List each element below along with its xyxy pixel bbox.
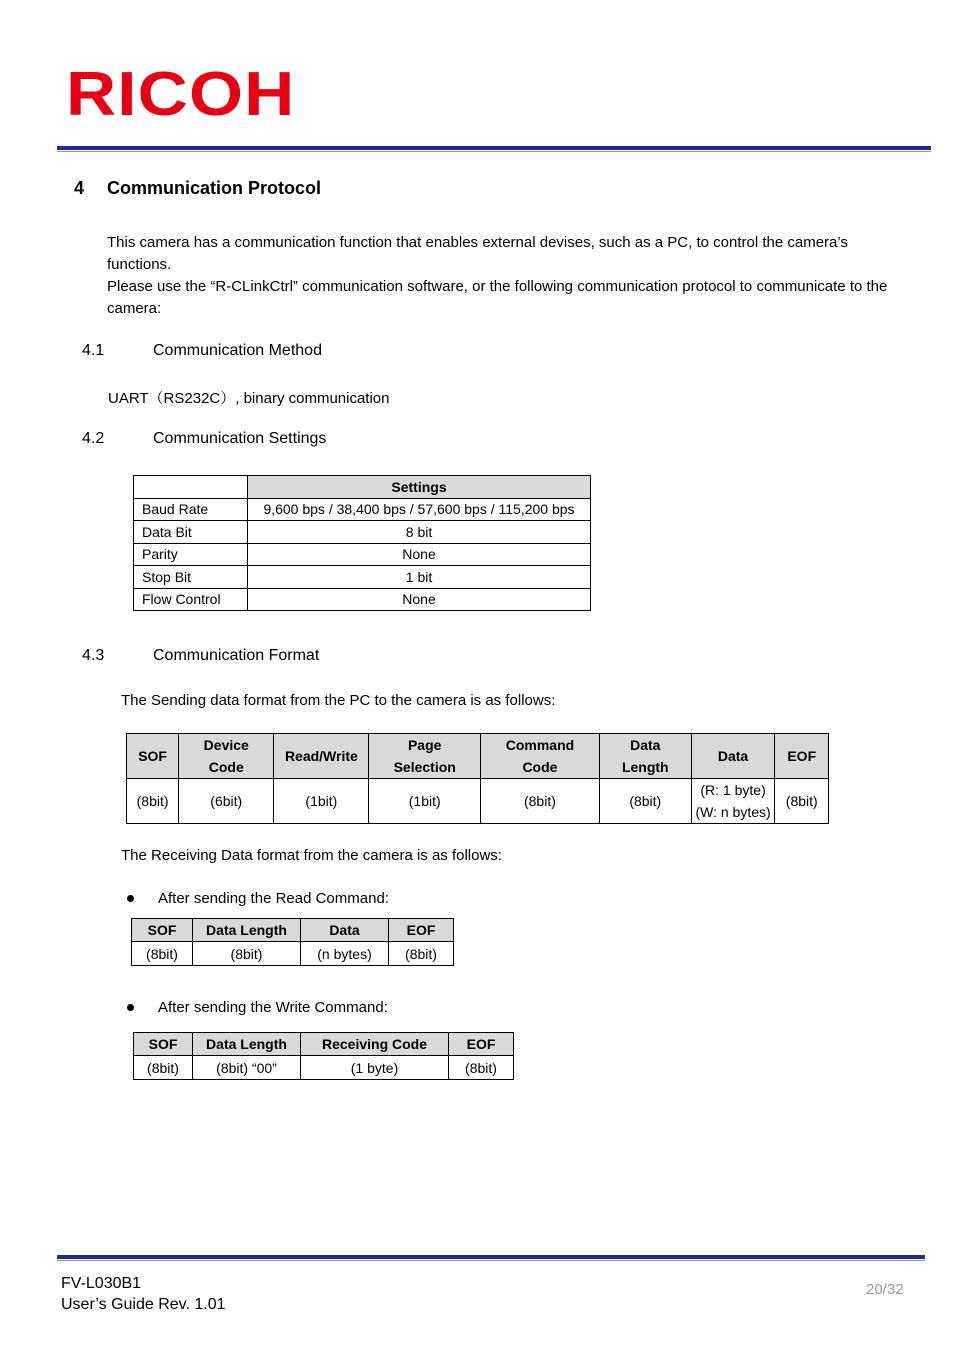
table-row [127,779,829,824]
column-header: Receiving Code [301,1033,449,1056]
table-header-row [127,734,829,779]
settings-header: Settings [248,476,591,499]
column-header: Data [301,919,389,942]
settings-table [133,475,591,611]
subsection-heading-method [82,342,322,360]
setting-value: None [248,543,591,566]
table-row [132,942,454,966]
format-cell: (8bit) [480,779,599,824]
bullet-icon [127,1004,134,1011]
intro-line: Please use the “R-CLinkCtrl” communication software, or the following communication protocol to communicate to the camera: [107,278,888,317]
format-cell: (8bit) [134,1056,193,1080]
setting-value: None [248,588,591,611]
bullet-icon [127,895,134,902]
section-title: Communication Protocol [107,178,322,198]
intro-paragraph [107,232,907,320]
footer-guide: User’s Guide Rev. 1.01 [61,1296,226,1313]
table-header-row [134,476,591,499]
subsection-number: 4.1 [82,342,105,359]
subsection-number: 4.3 [82,647,105,664]
receiving-intro: The Receiving Data format from the camera is as follows: [121,847,502,864]
column-header: SOF [134,1033,193,1056]
format-cell: (R: 1 byte) (W: n bytes) [691,779,775,824]
table-header-row [132,919,454,942]
read-response-table [131,918,454,966]
format-cell: (8bit) [599,779,691,824]
setting-value: 1 bit [248,566,591,589]
column-header: SOF [132,919,193,942]
column-header: Data Length [193,919,301,942]
table-header-row [134,1033,514,1056]
format-cell: (6bit) [179,779,274,824]
column-header: Data Length [599,734,691,779]
subsection-heading-format [82,647,319,665]
setting-name: Data Bit [134,521,248,544]
column-header: EOF [389,919,454,942]
format-cell: (8bit) [449,1056,514,1080]
setting-name: Baud Rate [134,498,248,521]
column-header: Page Selection [369,734,481,779]
format-cell: (1bit) [369,779,481,824]
setting-value: 8 bit [248,521,591,544]
format-cell: (8bit) [132,942,193,966]
ricoh-logo: RICOH [66,60,296,129]
subsection-title: Communication Method [153,342,322,359]
footer-model: FV-L030B1 [61,1275,142,1292]
subsection-title: Communication Format [153,647,320,664]
sending-intro: The Sending data format from the PC to the camera is as follows: [121,692,556,709]
section-number: 4 [74,178,85,198]
read-label: After sending the Read Command: [158,890,389,907]
table-row [134,521,591,544]
footer-text [61,1273,226,1315]
column-header: Read/Write [274,734,369,779]
footer-rule-thin [57,1260,925,1261]
setting-name: Flow Control [134,588,248,611]
page-number: 20/32 [866,1281,904,1298]
table-row [134,1056,514,1080]
subsection-title: Communication Settings [153,430,327,447]
format-cell: (8bit) [389,942,454,966]
column-header: Data Length [193,1033,301,1056]
subsection-heading-settings [82,430,326,448]
format-cell: (8bit) [775,779,829,824]
column-header: Command Code [480,734,599,779]
header-rule [57,146,931,150]
table-row [134,543,591,566]
format-cell: (8bit) “00” [193,1056,301,1080]
column-header: EOF [775,734,829,779]
write-response-table [133,1032,514,1080]
setting-value: 9,600 bps / 38,400 bps / 57,600 bps / 115,200 bps [248,498,591,521]
setting-name: Stop Bit [134,566,248,589]
table-corner-cell [134,476,248,499]
footer-rule [57,1255,925,1259]
write-label: After sending the Write Command: [158,999,388,1016]
table-row [134,498,591,521]
table-row [134,588,591,611]
format-cell: (n bytes) [301,942,389,966]
column-header: Device Code [179,734,274,779]
column-header: EOF [449,1033,514,1056]
format-cell: (8bit) [193,942,301,966]
setting-name: Parity [134,543,248,566]
format-cell: (1bit) [274,779,369,824]
section-heading [74,178,321,199]
intro-line: This camera has a communication function that enables external devises, such as a PC, to control the camera’s functions. [107,234,848,273]
column-header: Data [691,734,775,779]
method-text: UART（RS232C）, binary communication [108,390,390,407]
subsection-number: 4.2 [82,430,105,447]
format-cell: (8bit) [127,779,179,824]
column-header: SOF [127,734,179,779]
header-rule-thin [57,151,931,152]
sending-format-table [126,733,829,824]
format-cell: (1 byte) [301,1056,449,1080]
table-row [134,566,591,589]
